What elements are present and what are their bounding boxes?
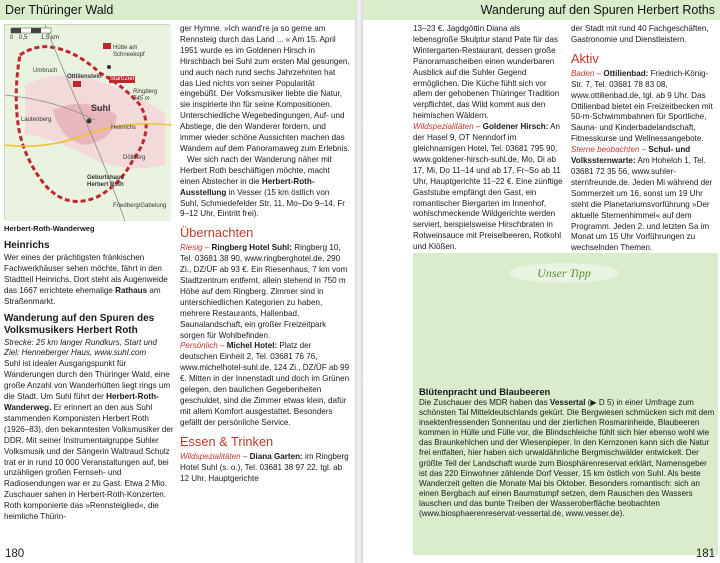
essen-trinken-heading: Essen & Trinken bbox=[180, 433, 274, 449]
sternwarte-entry bbox=[571, 145, 717, 254]
herbert-roth-ausstellung-term: Herbert-Roth-Ausstellung bbox=[180, 176, 315, 197]
map-label-lautenberg: Lautenberg bbox=[21, 117, 52, 123]
tip-badge: Unser Tipp bbox=[509, 263, 619, 283]
goldener-hirsch-name: Goldener Hirsch: bbox=[482, 122, 549, 132]
michel-hotel-name: Michel Hotel: bbox=[226, 341, 278, 351]
ausstellung-paragraph bbox=[180, 155, 350, 220]
page-gutter bbox=[355, 0, 363, 563]
ringberg-hotel-text: Ringberg 10, Tel. 03681 38 90, www.ringberghotel.de, 290 Zi., DZ/ÜF ab 93 €. Ein Riesenhaus, 7 km vom Stadtzentrum entfernt, allein stehend in 750 m Höhe auf dem Ringberg. Zimmer sind in unterschiedlichen Kategorien zu haben, mehrere Restaurants, Hallenbad, Saunalandschaft, ein großer Freizeitpark sorgen für Wohlbefinden. bbox=[180, 243, 348, 340]
map-label-geburtshaus: Geburtshaus Herbert Roth bbox=[87, 175, 125, 188]
map-label-umbruch: Umbruch bbox=[33, 68, 58, 74]
diana-garten-name: Diana Garten: bbox=[249, 451, 303, 461]
einkaufen-continued: der Stadt mit rund 40 Fachgeschäften, Gastronomie und Dienstleistern. bbox=[571, 24, 709, 44]
diana-garten-entry bbox=[180, 452, 350, 485]
vessertal-term: Vessertal bbox=[549, 398, 586, 407]
left-running-header: Der Thüringer Wald bbox=[0, 0, 355, 20]
left-page bbox=[0, 0, 355, 563]
wanderung-text-2: Er erinnert an den aus Suhl stammenden Komponisten Herbert Roth (1926–83), den bekanntesten Volksmusiker der DDR. Mit seiner Instrumentalgruppe Suhler Volksmusik und der Sängerin Waltraud Schulz trat er in rund 10 000 Veranstaltungen auf, bei unzähligen großen Fernseh- und Radiosendungen war er zu Gast. Etwa 2 Mio. Zuschauer sahen in Herbert-Roth-Konzerten. Roth komponierte das »Rennsteiglied«, die heimliche Thürin- bbox=[4, 402, 174, 522]
map-label-doellberg: Döllberg bbox=[123, 155, 146, 161]
tip-body bbox=[419, 398, 715, 519]
riesig-label: Riesig – bbox=[180, 243, 210, 253]
tip-text-2: (▶ D 5) in einer Umfrage zum schönsten Tal Mitteldeutschlands gekürt. Die Bergwiesen schmücken sich mit dem insektenfressenden Sonnentau und der zierlichen Rosmarinheide, Blaubeeren kommen in Hülle und Fülle vor, die Blindschleiche fühlt sich hier ebenso wohl wie das Braunkehlchen und der Wiesenpieper. In den Kernzonen kann sich die Natur frei entfalten, hier haben sich urwaldähnliche Bergmischwälder entwickelt. Der größte Teil der Landschaft wurde zum Biosphärenreservat erklärt, Namensgeber ist das 220 Einwohner zählende Dorf Vesser, 15 km östlich von Suhl. Als beste Wanderzeit gelten die Monate Mai bis Oktober. Besonders romantisch: sich an einen Bergbach auf einen Baumstumpf setzen, dem Rauschen des Wassers lauschen und das bunte Treiben der Wasseroberfläche beobachten (www.biosphaerenreservat-vessertal.de, www.vesser.de). bbox=[419, 398, 715, 519]
right-column-2 bbox=[571, 24, 717, 252]
map-label-friedberg: Friedberg/Gabelung bbox=[113, 203, 167, 209]
sternwarte-text: Am Hoheloh 1, Tel. 03681 72 35 56, www.suhler-sternfreunde.de. Jeden Mi während der Sommerzeit um 16, sonst um 19 Uhr steht die Planetariumsvorführung »Der aktuelle Sternenhimmel« auf dem Programm. Jeden 2. und letzten Sa im Monat um 15 Uhr Vorführungen zu wechselnden Themen. bbox=[571, 156, 713, 253]
diana-garten-text: im Ringberg Hotel Suhl (s. o.), Tel. 03681 38 97 22, tgl. ab 12 Uhr, Hauptgerichte bbox=[180, 451, 349, 483]
map-caption: Herbert-Roth-Wanderweg bbox=[4, 224, 95, 233]
wanderung-route-info: Strecke: 25 km langer Rundkurs, Start und Ziel: Henneberger Haus, www.suhl.com bbox=[4, 337, 157, 358]
sternwarte-name: Schul- und Volkssternwarte: bbox=[571, 145, 691, 166]
route-map bbox=[4, 24, 170, 220]
wanderung-heading: Wanderung auf den Spuren des Volksmusikers Herbert Roth bbox=[4, 312, 155, 336]
michel-hotel-text: Platz der deutschen Einheit 2, Tel. 03681 76 76, www.michelhotel-suhl.de, 124 Zi., DZ/ÜF ab 99 €. Mitten in der Innenstadt und doch im Grünen gelegen, den baulichen Gegebenheiten geschuldet, sind die Zimmer etwas klein, dafür mit allem Komfort ausgestattet. Besonders gefällt der persönliche Service. bbox=[180, 341, 350, 427]
ottilienbad-text: Friedrich-König-Str. 7, Tel. 03681 78 83 08, www.ottilienbad.de, tgl. ab 9 Uhr. Das Ottilienbad bietet ein Freizeitbecken mit 50-m-Schwimmbahnen für Sportliche, Sauna- und Kinderbadelandschaft, Fitnesskurse und Wellnessangebote. bbox=[571, 68, 713, 144]
ottilienbad-name: Ottilienbad: bbox=[603, 68, 649, 78]
ringberg-hotel-name: Ringberg Hotel Suhl: bbox=[211, 243, 292, 253]
baden-label: Baden – bbox=[571, 68, 602, 78]
tip-text: Die Zuschauer des MDR haben das bbox=[419, 398, 548, 407]
wanderung-paragraph bbox=[4, 359, 174, 523]
ottilienbad-entry bbox=[571, 69, 717, 145]
ringberg-hotel-entry bbox=[180, 243, 350, 341]
right-running-header: Wanderung auf den Spuren Herbert Roths bbox=[363, 0, 720, 20]
goldener-hirsch-entry bbox=[413, 122, 563, 253]
left-column-1 bbox=[4, 238, 174, 543]
persoenlich-label: Persönlich – bbox=[180, 341, 225, 351]
tip-box bbox=[413, 253, 718, 555]
heinrichs-paragraph bbox=[4, 253, 174, 308]
heinrichs-text-end: am Straßenmarkt. bbox=[4, 285, 161, 306]
wild-label-2: Wildspezialitäten – bbox=[413, 122, 481, 132]
rennsteiglied-paragraph: ger Hymne. »Ich wand're ja so gerne am Rennsteig durch das Land ... « Am 15. April 1951 wurde es im Goldenen Hirsch in Hirschbach bei Suhl zum ersten Mal gesungen, und auch nach rund sechs Jahrzehnten hat das Lied nichts von seiner Popularität eingebüßt. Der Volksmusiker liebte die Natur, sie inspirierte ihn für seine Kompositionen. Unterschiedliche Wegebedingungen, Auf- und Abstiege, die den Wanderer fordern, und immer wieder schöne Aussichten machen das Wandern auf dem Panoramaweg zum Erlebnis. bbox=[180, 24, 350, 153]
map-label-ringberg: Ringberg 745 m bbox=[133, 89, 158, 102]
left-page-number: 180 bbox=[5, 548, 25, 560]
map-scale-zero: 0 bbox=[10, 35, 14, 41]
diana-garten-continued: 13–23 €. Jagdgöttin Diana als lebensgroße Skulptur stand Pate für das Wintergarten-Restaurant, dessen große Panoramascheiben einen wunderbaren Ausblick auf die Suhler Gegend ermöglichen. Die Küche fühlt sich vor allem der gehobenen Thüringer Tradition verpflichtet, das Wild kommt aus den heimischen Wäldern. bbox=[413, 24, 560, 121]
heinrichs-heading: Heinrichs bbox=[4, 240, 50, 251]
left-column-2 bbox=[180, 24, 350, 543]
tip-title: Blütenpracht und Blaubeeren bbox=[419, 386, 551, 397]
map-label-ottilienstein: Ottilienstein bbox=[67, 74, 102, 80]
map-label-heinrichs: Heinrichs bbox=[111, 125, 137, 131]
wild-label: Wildspezialitäten – bbox=[180, 451, 248, 461]
michel-hotel-entry bbox=[180, 341, 350, 428]
map-label-huette: Hütte am Schneekopf bbox=[113, 45, 145, 58]
right-page bbox=[363, 0, 720, 563]
rathaus-term: Rathaus bbox=[115, 285, 148, 295]
map-label-suhl: Suhl bbox=[91, 103, 111, 113]
ausstellung-text: Wer sich nach der Wanderung näher mit Herbert Roth beschäftigen möchte, macht einen Abstecher in die bbox=[180, 154, 332, 186]
wanderung-text: Suhl ist idealer Ausgangspunkt für Wanderungen durch den Thüringer Wald, eine große Anzahl von Wanderhütten liegt rings um die Stadt. Um Suhl führt der bbox=[4, 359, 171, 402]
map-scale-unit: 1,5 km bbox=[41, 35, 60, 41]
map-scale-half: 0,5 bbox=[19, 35, 28, 41]
herbert-roth-wanderweg-term: Herbert-Roth-Wanderweg. bbox=[4, 392, 159, 412]
aktiv-heading: Aktiv bbox=[571, 50, 599, 66]
sterne-label: Sterne beobachten – bbox=[571, 145, 647, 155]
ausstellung-text-2: in Vesser (15 km östlich von Suhl, Schmiedefelder Str. 11, Mo–Do 9–14, Fr 9–12 Uhr, Eintritt frei). bbox=[180, 187, 345, 219]
map-label-start: Start/Ziel bbox=[110, 76, 135, 82]
uebernachten-heading: Übernachten bbox=[180, 225, 254, 241]
right-page-number: 181 bbox=[695, 548, 715, 560]
goldener-hirsch-text: An der Hasel 9, OT Nenndorf im gleichnamigen Hotel, Tel. 03681 795 90, www.goldener-hirsch-suhl.de, Mo, Di ab 17, Mi, Do 11–14 und ab 17, Fr–So ab 11 Uhr, Hauptgerichte 11–22 €. Eine zünftige Gaststube empfängt den Gast, ein romantischer Biergarten im Innenhof, wohlschmeckende Wildgerichte werden serviert, beispielsweise Hirschbraten in Rotweinsauce mit Preiselbeeren, Rotkohl und Klößen. bbox=[413, 122, 563, 252]
right-column-1 bbox=[413, 24, 563, 252]
heinrichs-text: Wer eines der prächtigsten fränkischen Fachwerkhäuser sehen möchte, fährt in den Stadtteil Heinrichs. Dort steht als Augenweide das 1667 errichtete ehemalige bbox=[4, 253, 168, 295]
